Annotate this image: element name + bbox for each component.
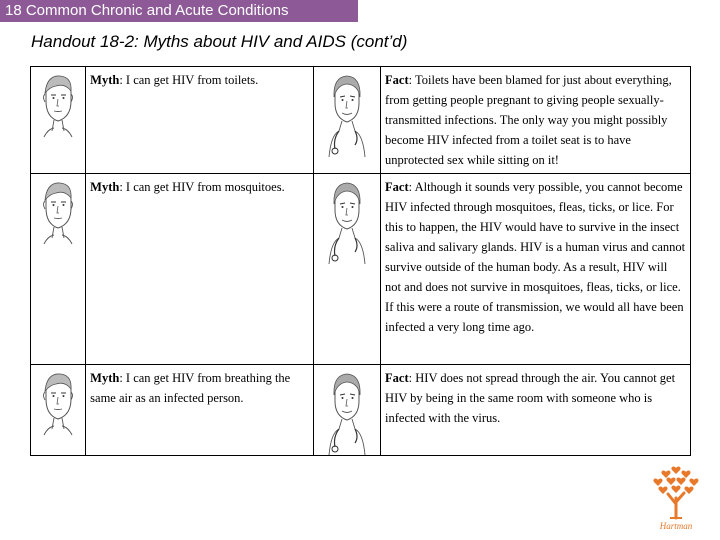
table-row [31,174,691,365]
myth-text: : I can get HIV from mosquitoes. [119,180,285,194]
nurse-with-stethoscope-icon [325,369,369,455]
myth-face-cell [31,365,86,456]
header-title: 18 Common Chronic and Acute Conditions [5,2,289,19]
table-row [31,67,691,174]
logo-text: Hartman [659,521,693,531]
fact-label: Fact [385,73,409,87]
fact-face-cell [313,67,380,174]
young-man-face-icon [38,178,78,246]
myth-cell [86,67,314,174]
nurse-with-stethoscope-icon [325,71,369,157]
myth-text: : I can get HIV from breathing the same air as an infected person. [90,371,291,405]
myth-text: : I can get HIV from toilets. [119,73,259,87]
myths-facts-table [30,66,691,456]
table-row [31,365,691,456]
fact-text: : Although it sounds very possible, you cannot become HIV infected through mosquitoes, fleas, ticks, or lice. For this to happen, the HIV would have to survive in the insect saliva and salivary glands. HIV is a human virus and cannot survive outside of the human body. As a result, HIV will not and does not survive in mosquitoes, fleas, ticks, or lice. If this were a route of transmission, we would all have been infected a very long time ago. [385,180,686,334]
myth-face-cell [31,67,86,174]
myth-cell [86,365,314,456]
young-man-face-icon [38,369,78,437]
myth-label: Myth [90,371,120,385]
fact-face-cell [313,365,380,456]
myth-label: Myth [90,180,120,194]
nurse-with-stethoscope-icon [325,178,369,264]
fact-label: Fact [385,371,409,385]
handout-title: Handout 18-2: Myths about HIV and AIDS (cont’d) [31,32,408,51]
fact-cell [381,174,691,365]
fact-face-cell [313,174,380,365]
myth-face-cell [31,174,86,365]
fact-text: : Toilets have been blamed for just about everything, from getting people pregnant to giving people sexually-transmitted infections. The only way you might possibly become HIV infected from a toilet seat is to have unprotected sex while sitting on it! [385,73,672,167]
hartman-tree-logo [646,460,706,532]
fact-cell [381,67,691,174]
young-man-face-icon [38,71,78,139]
myth-cell [86,174,314,365]
fact-cell [381,365,691,456]
fact-text: : HIV does not spread through the air. You cannot get HIV by being in the same room with someone who is infected with the virus. [385,371,676,425]
myth-label: Myth [90,73,120,87]
header-bar [0,0,358,22]
fact-label: Fact [385,180,409,194]
